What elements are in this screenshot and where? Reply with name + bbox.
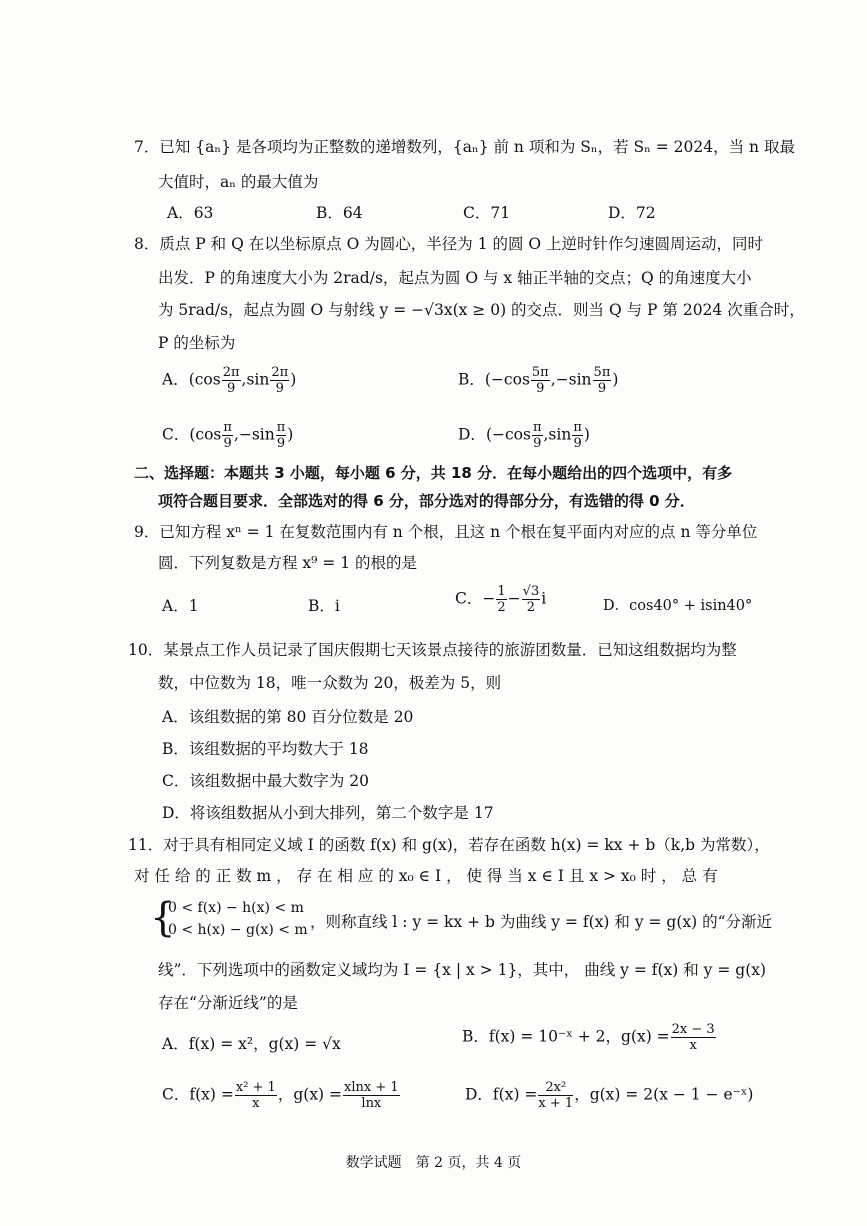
expr-part: C．f(x) = <box>162 1085 234 1104</box>
denominator: 9 <box>223 436 232 451</box>
option-label: C． <box>162 425 190 444</box>
q8-stem-line4: P 的坐标为 <box>158 334 236 352</box>
q9-option-a: A．1 <box>162 597 199 615</box>
numerator: 5π <box>593 365 611 380</box>
q11-stem-line4: 线”．下列选项中的函数定义域均为 I = {x | x > 1}，其中， 曲线 y = f(x) 和 y = g(x) <box>158 961 767 979</box>
expr-part: B．f(x) = 10⁻ˣ + 2，g(x) = <box>462 1027 670 1046</box>
numerator: 5π <box>531 365 549 380</box>
expr-part: − <box>507 589 521 608</box>
q7-stem-line2: 大值时，aₙ 的最大值为 <box>158 173 319 191</box>
option-label: B． <box>458 370 485 389</box>
expr-part: ) <box>583 425 590 444</box>
denominator: 9 <box>275 381 284 396</box>
fraction <box>538 1080 573 1111</box>
fraction <box>532 420 543 451</box>
denominator: x <box>689 1038 697 1053</box>
q8-option-d <box>458 420 590 451</box>
q8-stem-line3: 为 5rad/s，起点为圆 O 与射线 y = −√3x(x ≥ 0) 的交点．则当 Q 与 P 第 2024 次重合时， <box>158 301 805 319</box>
denominator: lnx <box>361 1096 382 1111</box>
expr-part: (−cos <box>485 425 531 444</box>
q9-stem-line1: 9．已知方程 xⁿ = 1 在复数范围内有 n 个根，且这 n 个根在复平面内对应的点 n 等分单位 <box>134 523 758 541</box>
expr-part: ，g(x) = 2(x − 1 − e⁻ˣ) <box>574 1085 754 1104</box>
q11-system-eq1: 0 < f(x) − h(x) < m <box>168 900 304 916</box>
q11-option-a: A．f(x) = x²，g(x) = √x <box>162 1035 341 1053</box>
expr-part: ,−sin <box>233 425 275 444</box>
numerator: 2π <box>271 365 289 380</box>
numerator: π <box>223 420 232 435</box>
q8-option-c <box>162 420 293 451</box>
page-footer: 数学试题 第 2 页，共 4 页 <box>345 1155 522 1171</box>
denominator: 9 <box>536 381 545 396</box>
fraction <box>572 420 583 451</box>
left-brace: { <box>150 895 176 941</box>
expr-part: ) <box>287 425 294 444</box>
expr-part: − <box>482 589 496 608</box>
expr-part: ) <box>290 370 297 389</box>
denominator: 9 <box>573 436 582 451</box>
denominator: 9 <box>226 381 236 396</box>
fraction <box>222 365 241 396</box>
q10-option-a: A．该组数据的第 80 百分位数是 20 <box>162 708 414 726</box>
q11-option-c <box>162 1080 401 1111</box>
denominator: 2 <box>497 600 506 615</box>
option-label: C． <box>455 589 483 608</box>
numerator: π <box>532 420 542 435</box>
q10-option-b: B．该组数据的平均数大于 18 <box>162 740 369 758</box>
numerator: 1 <box>497 584 506 599</box>
expr-part: i <box>541 589 547 608</box>
q7-option-c: C．71 <box>463 204 511 222</box>
denominator: 9 <box>276 436 286 451</box>
q11-system-eq2: 0 < h(x) − g(x) < m <box>168 922 308 938</box>
q11-option-b <box>462 1022 717 1053</box>
q8-option-b <box>458 365 618 396</box>
q8-stem-line2: 出发．P 的角速度大小为 2rad/s，起点为圆 O 与 x 轴正半轴的交点；Q 的角速度大小 <box>158 269 752 287</box>
expr-part: (cos <box>189 425 222 444</box>
expr-part: (−cos <box>484 370 530 389</box>
numerator: 2x − 3 <box>671 1022 715 1037</box>
fraction <box>235 1080 277 1111</box>
q11-option-d <box>465 1080 753 1111</box>
numerator: √3 <box>522 584 540 599</box>
fraction <box>531 365 550 396</box>
option-label: D． <box>458 425 486 444</box>
q8-option-a <box>162 365 296 396</box>
denominator: 2 <box>526 600 536 615</box>
fraction <box>276 420 287 451</box>
q11-stem-line3: ，则称直线 l : y = kx + b 为曲线 y = f(x) 和 y = g(x) 的“分渐近 <box>310 913 773 931</box>
denominator: 9 <box>533 436 542 451</box>
q11-stem-line5: 存在“分渐近线”的是 <box>158 994 298 1012</box>
fraction <box>593 365 612 396</box>
section2-heading-line2: 项符合题目要求．全部选对的得 6 分，部分选对的得部分分，有选错的得 0 分． <box>158 492 695 510</box>
numerator: π <box>573 420 582 435</box>
q7-option-a: A．63 <box>167 204 214 222</box>
q11-stem-line1: 11．对于具有相同定义域 I 的函数 f(x) 和 g(x)，若存在函数 h(x) = kx + b（k,b 为常数）， <box>128 836 770 854</box>
q7-stem-line1: 7．已知 {aₙ} 是各项均为正整数的递增数列，{aₙ} 前 n 项和为 Sₙ，若 Sₙ = 2024，当 n 取最 <box>134 138 795 156</box>
q10-stem-line1: 10．某景点工作人员记录了国庆假期七天该景点接待的旅游团数量．已知这组数据均为整 <box>128 641 737 659</box>
q10-option-d: D．将该组数据从小到大排列，第二个数字是 17 <box>162 804 494 822</box>
q8-stem-line1: 8．质点 P 和 Q 在以坐标原点 O 为圆心，半径为 1 的圆 O 上逆时针作匀速圆周运动，同时 <box>134 235 764 253</box>
q9-option-c <box>455 584 546 615</box>
q9-stem-line2: 圆．下列复数是方程 x⁹ = 1 的根的是 <box>158 554 418 572</box>
q10-option-c: C．该组数据中最大数字为 20 <box>162 772 370 790</box>
q9-option-d: D．cos40° + isin40° <box>603 598 753 614</box>
q10-stem-line2: 数，中位数为 18，唯一众数为 20，极差为 5，则 <box>158 674 502 692</box>
numerator: 2x² <box>538 1080 573 1096</box>
fraction <box>496 584 506 615</box>
fraction <box>343 1080 400 1111</box>
q11-stem-line2: 对 任 给 的 正 数 m ， 存 在 相 应 的 x₀ ∈ I ， 使 得 当 x ∈ I 且 x > x₀ 时 ， 总 有 <box>134 867 718 885</box>
expr-part: D．f(x) = <box>465 1085 538 1104</box>
fraction <box>671 1022 716 1053</box>
option-label: A． <box>162 370 189 389</box>
numerator: 2π <box>222 365 240 380</box>
expr-part: ,−sin <box>550 370 592 389</box>
fraction <box>270 365 289 396</box>
q9-option-b: B．i <box>308 597 340 615</box>
q7-option-b: B．64 <box>316 204 363 222</box>
numerator: π <box>276 420 286 435</box>
expr-part: ) <box>612 370 619 389</box>
expr-part: ,sin <box>241 370 270 389</box>
fraction <box>522 584 541 615</box>
denominator: x + 1 <box>538 1096 574 1111</box>
denominator: x <box>252 1096 260 1111</box>
expr-part: (cos <box>188 370 221 389</box>
section2-heading-line1: 二、选择题：本题共 3 小题，每小题 6 分，共 18 分．在每小题给出的四个选项中，有多 <box>134 464 733 482</box>
q7-option-d: D．72 <box>608 204 656 222</box>
numerator: x² + 1 <box>235 1080 276 1095</box>
fraction <box>222 420 233 451</box>
expr-part: ，g(x) = <box>277 1085 343 1104</box>
denominator: 9 <box>597 381 607 396</box>
expr-part: ,sin <box>543 425 572 444</box>
numerator: xlnx + 1 <box>344 1080 399 1095</box>
